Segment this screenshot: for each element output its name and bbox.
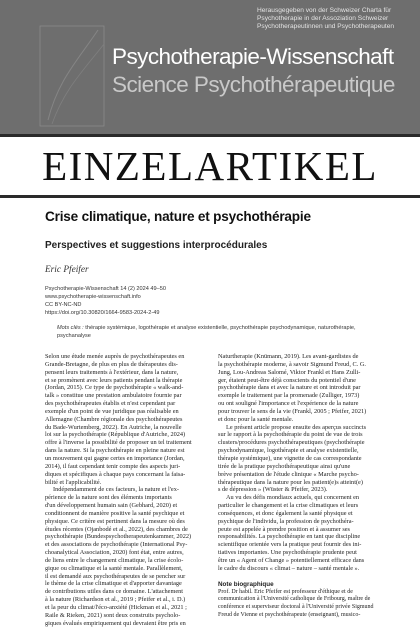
- body-line: le cadre du discours « climat – nature – santé mentale ».: [218, 564, 360, 572]
- body-line: dans la nature. Si la psychothérapie en pleine nature est: [45, 447, 185, 455]
- bio-line: conférence et superviseur doctoral à l'Université privée Sigmund: [218, 604, 374, 611]
- body-line: s de dépression » (Wüster & Pfeifer, 2023).: [218, 486, 328, 494]
- body-line: conséquences, et donc également la santé physique et: [218, 509, 353, 517]
- body-line: Selon une étude menée auprès de psychothérapeutes en: [45, 353, 185, 360]
- body-line: Au vu des défis mondiaux actuels, qui concernent en: [226, 494, 360, 502]
- body-line: Allemagne (Chambre régionale des psychothérapeutes: [45, 415, 183, 423]
- body-line: 2014), il faut cependant tenir compte des aspects juri-: [45, 462, 181, 470]
- article-subtitle: Perspectives et suggestions interprocédurales: [45, 240, 268, 251]
- body-line: psychodynamique, logothérapie et analyse existentielle,: [218, 447, 359, 455]
- single-article-banner: EINZELARTIKEL: [42, 143, 378, 189]
- body-line: de contributions utiles dans ce domaine. L'attachement: [45, 588, 184, 596]
- body-line: responsabilités. La psychothérapie en tant que discipline: [218, 533, 361, 541]
- article-title: Crise climatique, nature et psychothérapie: [45, 209, 311, 224]
- publisher-line: Psychotherapie in der Assoziation Schweizer: [257, 15, 389, 23]
- body-line: et se promènent avec leurs patients pendant la thérapie: [45, 376, 183, 384]
- body-column-right: [218, 353, 383, 620]
- body-line: et des associations de psychothérapie (International Psy-: [45, 541, 188, 549]
- biographical-note: [218, 581, 383, 620]
- body-line: exemple le traitement par la promenade (Zulliger, 1973): [218, 392, 360, 400]
- body-line: clusters/procédures psychothérapeutiques (psychothérapie: [218, 439, 365, 447]
- doi-link[interactable]: https://doi.org/10.30820/1664-9583-2024-2-49: [45, 309, 160, 316]
- body-line: diques et spécifiques à chaque pays concernant la faisa-: [45, 470, 186, 478]
- body-line: psychothérapie dans et avec la nature et ont introduit par: [218, 384, 361, 392]
- body-line: périence de la nature sont des éléments importants: [45, 494, 172, 502]
- body-line: giques évalués empiriquement qui devraient être pris en: [45, 619, 186, 627]
- article-author: Eric Pfeifer: [45, 265, 89, 275]
- keywords: [57, 324, 377, 340]
- body-line: conditionnent de manière positive la santé psychique et: [45, 509, 185, 517]
- body-column-left: [45, 353, 210, 628]
- body-line: ou ont souligné l'importance et l'expérience de la nature: [218, 400, 359, 408]
- body-line: il est demandé aux psychothérapeutes de se pencher sur: [45, 572, 186, 580]
- keywords-label: Mots clés :: [57, 325, 84, 331]
- body-line: la psychothérapie moderne, à savoir Sigmund Freud, C. G.: [218, 360, 366, 368]
- body-line: un mouvement qui gagne certes en importance (Jordan,: [45, 454, 185, 462]
- body-line: d'un développement humain sain (Gebhard, 2020) et: [45, 502, 178, 510]
- body-line: Grande-Bretagne, de plus en plus de thérapeutes dis-: [45, 360, 178, 368]
- bio-line: Freud de Vienne et psychothérapeute (enseignant), musico-: [218, 612, 361, 619]
- body-line: du Bade-Wurtemberg, 2022). En Autriche, la nouvelle: [45, 423, 182, 431]
- journal-header: [0, 0, 420, 134]
- body-line: le thème de la crise climatique et d'apporter davantage: [45, 580, 182, 588]
- body-line: Naturtherapie (Knümann, 2019). Les avant-gardistes de: [218, 353, 359, 360]
- body-line: physique. Ce critère est pertinent dans la mesure où des: [45, 517, 185, 525]
- body-line: psychothérapie (Bundespsychotherapeutenkammer, 2022): [45, 533, 192, 541]
- journal-title-de: Psychotherapie-Wissenschaft: [112, 44, 394, 69]
- banner-divider: [0, 195, 420, 198]
- bio-spacer: [218, 573, 383, 581]
- body-line: de liens entre le changement climatique, la crise écolo-: [45, 556, 184, 564]
- license-line: CC BY-NC-ND: [45, 301, 82, 308]
- body-line: pensent leurs traitements à l'extérieur, dans la nature,: [45, 368, 179, 376]
- body-line: brève présentation de l'étude clinique « Marche psycho-: [218, 470, 359, 478]
- website-link[interactable]: www.psychotherapie-wissenschaft.info: [45, 293, 141, 300]
- body-line: Raile & Rieken, 2021) sont deux construits psycholo-: [45, 611, 181, 619]
- body-line: à la nature (Richardson et al., 2019 ; Pfeifer et al., i. D.): [45, 596, 186, 604]
- body-line: choanalytical Association, 2020) font état, entre autres,: [45, 549, 184, 557]
- body-line: études récentes (Ojanbodé et al., 2022), des chambres de: [45, 525, 188, 533]
- body-line: sur le rapport à la psychothérapie du point de vue de trois: [218, 431, 363, 439]
- body-line: Le présent article propose ensuite des aperçus succincts: [226, 423, 367, 431]
- bio-line: Prof. Dr habil. Eric Pfeifer est professeur d'éthique et de: [218, 588, 353, 595]
- publisher-line: Psychotherapeutinnen und Psychotherapeuten: [257, 23, 395, 31]
- body-line: offre à l'inverse la possibilité de proposer un tel traitement: [45, 439, 192, 447]
- keywords-line: psychanalyse: [57, 333, 91, 339]
- publisher-line: Herausgegeben von der Schweizer Charta für: [257, 7, 392, 14]
- keywords-text: thérapie systémique, logothérapie et analyse existentielle, psychothérapie psychodynamique, naturothérapie,: [83, 325, 356, 331]
- keywords-line: [57, 324, 377, 332]
- body-line: et donc pour la santé mentale.: [218, 415, 294, 423]
- body-line: ger, étaient peut-être déjà conscients du potentiel d'une: [218, 376, 356, 384]
- citation-line: Psychotherapie-Wissenschaft 14 (2) 2024 49–50: [45, 286, 166, 292]
- body-line: thérapie systémique), une vignette de cas correspondante: [218, 454, 362, 462]
- body-line: pour trouver le sens de la vie (Frankl, 2005 ; Pfeifer, 2021): [218, 407, 367, 415]
- body-line: bilité et l'applicabilité.: [45, 478, 102, 486]
- bio-line: communication à l'Université catholique de Fribourg, maître de: [218, 596, 371, 603]
- publisher-note: [257, 7, 417, 32]
- journal-logo-icon: [38, 20, 108, 128]
- body-line: tiatives importantes. Une psychothérapie prudente peut: [218, 549, 357, 557]
- body-line: thérapeutique dans la nature pour les patient(e)s atteint(e): [218, 478, 363, 486]
- journal-title-fr: Science Psychothérapeutique: [112, 72, 395, 97]
- body-line: (Jordan, 2015). Ce type de psychothérapie « walk-and-: [45, 384, 184, 392]
- body-line: scientifique orientée vers la pratique peut fournir des ini-: [218, 541, 362, 549]
- body-line: loi sur la psychothérapie (République d'Autriche, 2024): [45, 431, 186, 439]
- body-line: peute est appelée à prendre position et à assumer ses: [218, 525, 351, 533]
- body-line: exemple d'un point de vue juridique pas réalisable en: [45, 407, 179, 415]
- article-meta: [45, 286, 345, 318]
- body-line: des psychothérapeutes établis et n'est cependant par: [45, 400, 176, 408]
- body-line: gique ou climatique et la santé mentale. Parallèlement,: [45, 564, 183, 572]
- body-line: particulier le changement et la crise climatiques et leurs: [218, 502, 359, 510]
- body-line: tirée de la pratique psychothérapeutique ainsi qu'une: [218, 462, 351, 470]
- body-line: Jung, Lou-Andreas Salomé, Viktor Frankl et Hans Zulli-: [218, 368, 361, 376]
- bio-heading: Note biographique: [218, 580, 274, 588]
- body-line: et la peur du climat/l'éco-anxiété (Hickman et al., 2021 ;: [45, 604, 187, 611]
- body-line: être un « Agent of Change » potentiellement efficace dans: [218, 556, 365, 564]
- body-line: psychique de l'individu, la profession de psychothéra-: [218, 517, 354, 525]
- body-line: Indépendamment de ces facteurs, la nature et l'ex-: [53, 486, 179, 494]
- body-line: talk » constitue une prestation ambulatoire fournie par: [45, 392, 182, 400]
